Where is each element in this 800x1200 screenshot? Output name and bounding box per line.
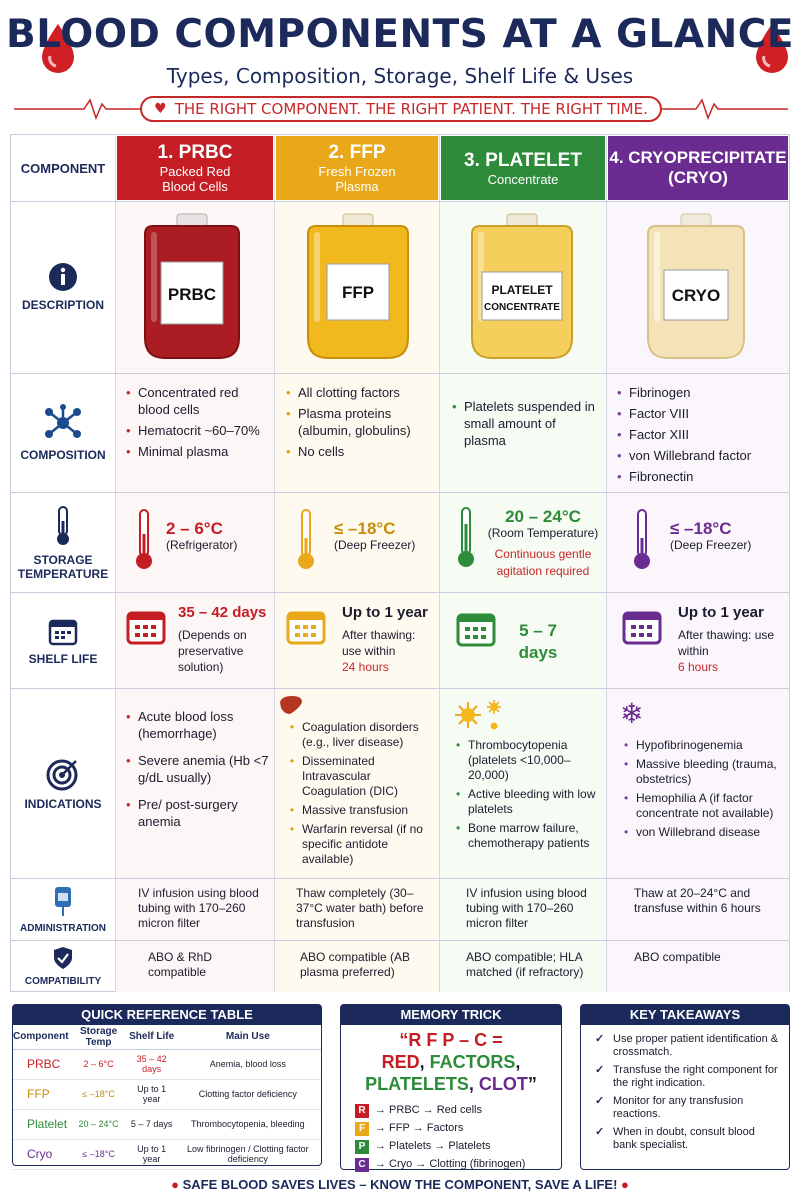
list-item: • Minimal plasma — [126, 443, 270, 460]
calendar-icon — [48, 616, 78, 646]
list-item: • Disseminated Intravascular Coagulation (DIC) — [290, 754, 438, 799]
target-icon — [46, 757, 80, 791]
prbc-column-header — [117, 136, 273, 200]
ffp-composition — [286, 384, 436, 464]
ffp-indications — [290, 720, 438, 871]
platelet-shelf-life — [510, 620, 566, 664]
prbc-administration: IV infusion using blood tubing with 170–260 micron filter — [138, 886, 259, 930]
component-subname: Packed Red — [159, 164, 231, 179]
key-takeaways-title: KEY TAKEAWAYS — [581, 1005, 789, 1025]
table-header-row — [13, 1025, 321, 1049]
platelet-compatibility: ABO compatible; HLA matched (if refractory) — [466, 950, 584, 979]
info-icon — [48, 262, 78, 292]
component-subname: Fresh Frozen — [318, 164, 396, 179]
list-item: • Hematocrit ~60–70% — [126, 422, 270, 439]
shelf-note-highlight: 24 hours — [342, 660, 389, 674]
iv-bag-icon — [52, 885, 74, 917]
list-item: • Fibronectin — [617, 468, 787, 485]
platelet-storage — [482, 508, 604, 580]
shelf-value: Up to 1 year — [342, 604, 428, 621]
table-row: PRBC 2 – 6°C 35 – 42 days Anemia, blood loss — [13, 1049, 321, 1079]
temperature-note: (Room Temperature) — [487, 526, 599, 540]
temperature-warning: Continuous gentle agitation required — [494, 547, 592, 578]
list-item: • Concentrated red blood cells — [126, 384, 270, 418]
list-item: P → Platelets → Platelets — [355, 1137, 561, 1155]
component-subname: Plasma — [335, 179, 379, 194]
bag-label: CONCENTRATE — [484, 302, 560, 313]
ffp-blood-bag-icon — [300, 212, 416, 362]
bag-label: PLATELET — [491, 283, 553, 297]
table-row: Platelet 20 – 24°C 5 – 7 days Thrombocytopenia, bleeding — [13, 1109, 321, 1139]
temperature-value: ≤ –18°C — [334, 519, 396, 538]
list-item: • Coagulation disorders (e.g., liver disease) — [290, 720, 438, 750]
platelet-administration: IV infusion using blood tubing with 170–260 micron filter — [466, 886, 587, 930]
row-label-storage: STORAGE TEMPERATURE — [12, 493, 114, 592]
temperature-note: (Deep Freezer) — [670, 538, 752, 552]
blood-drop-icon: ● — [171, 1177, 179, 1192]
ffp-shelf-life — [342, 604, 438, 676]
mnemonic-word: FACTORS — [429, 1052, 516, 1072]
prbc-compatibility: ABO & RhD compatible — [148, 950, 213, 979]
memory-mnemonic: “R F P – C = RED, FACTORS, PLATELETS, CLOT” — [341, 1029, 561, 1095]
list-item: • Warfarin reversal (if no specific antidote available) — [290, 822, 438, 867]
shelf-note: (Depends on preservative solution) — [178, 628, 247, 674]
table-header: Component — [13, 1025, 69, 1049]
list-item: • Fibrinogen — [617, 384, 787, 401]
quick-reference-box — [12, 1004, 322, 1166]
list-item: • Massive transfusion — [290, 803, 438, 818]
grid-divider — [439, 134, 440, 992]
temperature-value: ≤ –18°C — [670, 519, 732, 538]
list-item: • Plasma proteins (albumin, globulins) — [286, 405, 436, 439]
list-item: • Massive bleeding (trauma, obstetrics) — [624, 757, 786, 787]
component-name: 4. CRYOPRECIPITATE — [609, 148, 787, 167]
temperature-value: 20 – 24°C — [505, 507, 581, 526]
shelf-note-highlight: 6 hours — [678, 660, 719, 674]
mnemonic-line: “R F P – C = — [399, 1030, 503, 1050]
grid-divider — [606, 134, 607, 992]
page-subtitle: Types, Composition, Storage, Shelf Life & Uses — [166, 64, 634, 88]
component-subname: (CRYO) — [668, 168, 728, 187]
ffp-administration: Thaw completely (30–37°C water bath) before transfusion — [296, 886, 424, 930]
grid-divider — [10, 878, 790, 879]
list-item: • Hemophilia A (if factor concentrate not available) — [624, 791, 786, 821]
thermometer-cold-icon — [134, 508, 154, 572]
component-name: 1. PRBC — [157, 142, 233, 163]
calendar-icon — [456, 610, 496, 648]
row-label-component: COMPONENT — [20, 160, 106, 176]
row-label-composition: COMPOSITION — [12, 374, 114, 492]
ffp-storage — [334, 520, 438, 554]
mnemonic-word: PLATELETS — [365, 1074, 469, 1094]
platelet-indications — [456, 738, 604, 855]
thermometer-room-icon — [456, 506, 476, 570]
grid-divider — [115, 134, 116, 992]
row-label-indications: INDICATIONS — [12, 689, 114, 878]
shield-check-icon — [52, 946, 74, 970]
shelf-note: After thawing: use within — [342, 628, 416, 658]
key-takeaways-box — [580, 1004, 790, 1170]
list-item: • Hypofibrinogenemia — [624, 738, 786, 753]
calendar-icon — [286, 608, 326, 646]
cryo-blood-bag-icon — [640, 212, 752, 362]
cryo-indications — [624, 738, 786, 844]
tagline-banner — [140, 96, 662, 122]
blood-drop-icon: ● — [621, 1177, 629, 1192]
ffp-compatibility: ABO compatible (AB plasma preferred) — [300, 950, 411, 979]
grid-divider — [10, 592, 790, 593]
quick-reference-table — [13, 1025, 321, 1170]
temperature-note: (Refrigerator) — [166, 538, 238, 552]
memory-trick-title: MEMORY TRICK — [341, 1005, 561, 1025]
footer-text: SAFE BLOOD SAVES LIVES – KNOW THE COMPONENT, SAVE A LIFE! — [182, 1177, 618, 1192]
mnemonic-word: CLOT — [478, 1074, 528, 1094]
list-item: • Pre/ post-surgery anemia — [126, 796, 270, 830]
platelet-composition — [452, 398, 600, 453]
component-subname: Blood Cells — [162, 179, 228, 194]
thermometer-freezer-icon — [296, 508, 316, 572]
table-row: Cryo ≤ –18°C Up to 1 year Low fibrinogen / Clotting factor deficiency — [13, 1139, 321, 1169]
row-label-administration: ADMINISTRATION — [12, 879, 114, 940]
bag-label: FFP — [341, 283, 375, 302]
heartbeat-line-left-icon — [14, 96, 140, 122]
prbc-composition — [126, 384, 270, 464]
platelet-column-header — [441, 136, 605, 200]
grid-divider — [274, 134, 275, 992]
table-header: Shelf Life — [129, 1025, 175, 1049]
row-label-compatibility: COMPATIBILITY — [12, 941, 114, 991]
list-item: • Factor XIII — [617, 426, 787, 443]
cryo-storage — [670, 520, 786, 554]
list-item: C → Cryo → Clotting (fibrinogen) — [355, 1155, 561, 1173]
list-item: • Active bleeding with low platelets — [456, 787, 604, 817]
cryo-administration: Thaw at 20–24°C and transfuse within 6 hours — [634, 886, 761, 915]
prbc-shelf-life — [178, 604, 272, 675]
cryo-column-header — [608, 136, 788, 200]
prbc-indications — [126, 708, 270, 834]
list-item: • von Willebrand factor — [617, 447, 787, 464]
grid-divider — [10, 201, 790, 202]
platelet-blood-bag-icon — [464, 212, 580, 362]
cryo-compatibility: ABO compatible — [634, 950, 721, 964]
calendar-icon — [622, 608, 662, 646]
temperature-value: 2 – 6°C — [166, 519, 223, 538]
grid-divider — [10, 688, 790, 689]
prbc-storage — [166, 520, 272, 554]
list-item: • Thrombocytopenia (platelets <10,000–20,000) — [456, 738, 604, 783]
memory-list — [355, 1101, 561, 1173]
row-label-description: DESCRIPTION — [12, 202, 114, 372]
cryo-composition — [617, 384, 787, 489]
list-item: ✓ Transfuse the right component for the right indication. — [595, 1064, 781, 1090]
snowflake-icon: ❄ — [620, 698, 644, 729]
list-item: ✓ Use proper patient identification & crossmatch. — [595, 1033, 781, 1059]
list-item: • Platelets suspended in small amount of plasma — [452, 398, 600, 449]
ffp-column-header — [276, 136, 438, 200]
component-name: 2. FFP — [328, 142, 386, 163]
component-subname: Concentrate — [487, 171, 559, 187]
quick-reference-title: QUICK REFERENCE TABLE — [13, 1005, 321, 1025]
heartbeat-line-right-icon — [662, 96, 788, 122]
tagline-text: THE RIGHT COMPONENT. THE RIGHT PATIENT. THE RIGHT TIME. — [174, 100, 648, 118]
grid-divider — [10, 940, 790, 941]
row-label-shelf: SHELF LIFE — [12, 593, 114, 688]
thermometer-icon — [52, 505, 74, 547]
list-item: F → FFP → Factors — [355, 1119, 561, 1137]
grid-divider — [10, 373, 790, 374]
shelf-value: Up to 1 year — [678, 604, 764, 621]
platelet-icon — [452, 698, 506, 734]
molecule-icon — [43, 404, 83, 442]
list-item: ✓ When in doubt, consult blood bank specialist. — [595, 1126, 781, 1152]
thermometer-freezer-icon — [632, 508, 652, 572]
list-item: R → PRBC → Red cells — [355, 1101, 561, 1119]
liver-icon — [278, 694, 304, 716]
shelf-value: 35 – 42 days — [178, 604, 267, 621]
shelf-value: 5 – 7 days — [518, 621, 558, 662]
list-item: ✓ Monitor for any transfusion reactions. — [595, 1095, 781, 1121]
heart-icon: ♥ — [154, 101, 167, 117]
table-header: Main Use — [175, 1025, 321, 1049]
bag-label: CRYO — [671, 286, 721, 305]
shelf-note: After thawing: use within — [678, 628, 775, 658]
cryo-shelf-life — [678, 604, 786, 676]
calendar-icon — [126, 608, 166, 646]
prbc-blood-bag-icon — [137, 212, 247, 362]
bag-label: PRBC — [167, 285, 217, 304]
footer-banner — [0, 1177, 800, 1192]
table-row: FFP ≤ –18°C Up to 1 year Clotting factor deficiency — [13, 1079, 321, 1109]
list-item: • All clotting factors — [286, 384, 436, 401]
page-title: BLOOD COMPONENTS AT A GLANCE — [5, 12, 794, 57]
takeaways-list — [595, 1033, 781, 1152]
list-item: • No cells — [286, 443, 436, 460]
table-header: Storage Temp — [69, 1025, 129, 1049]
list-item: • von Willebrand disease — [624, 825, 786, 840]
temperature-note: (Deep Freezer) — [334, 538, 416, 552]
component-name: 3. PLATELET — [464, 149, 582, 171]
grid-divider — [10, 492, 790, 493]
list-item: • Severe anemia (Hb <7 g/dL usually) — [126, 752, 270, 786]
memory-trick-box — [340, 1004, 562, 1170]
mnemonic-word: RED — [381, 1052, 420, 1072]
list-item: • Bone marrow failure, chemotherapy patients — [456, 821, 604, 851]
list-item: • Factor VIII — [617, 405, 787, 422]
list-item: • Acute blood loss (hemorrhage) — [126, 708, 270, 742]
